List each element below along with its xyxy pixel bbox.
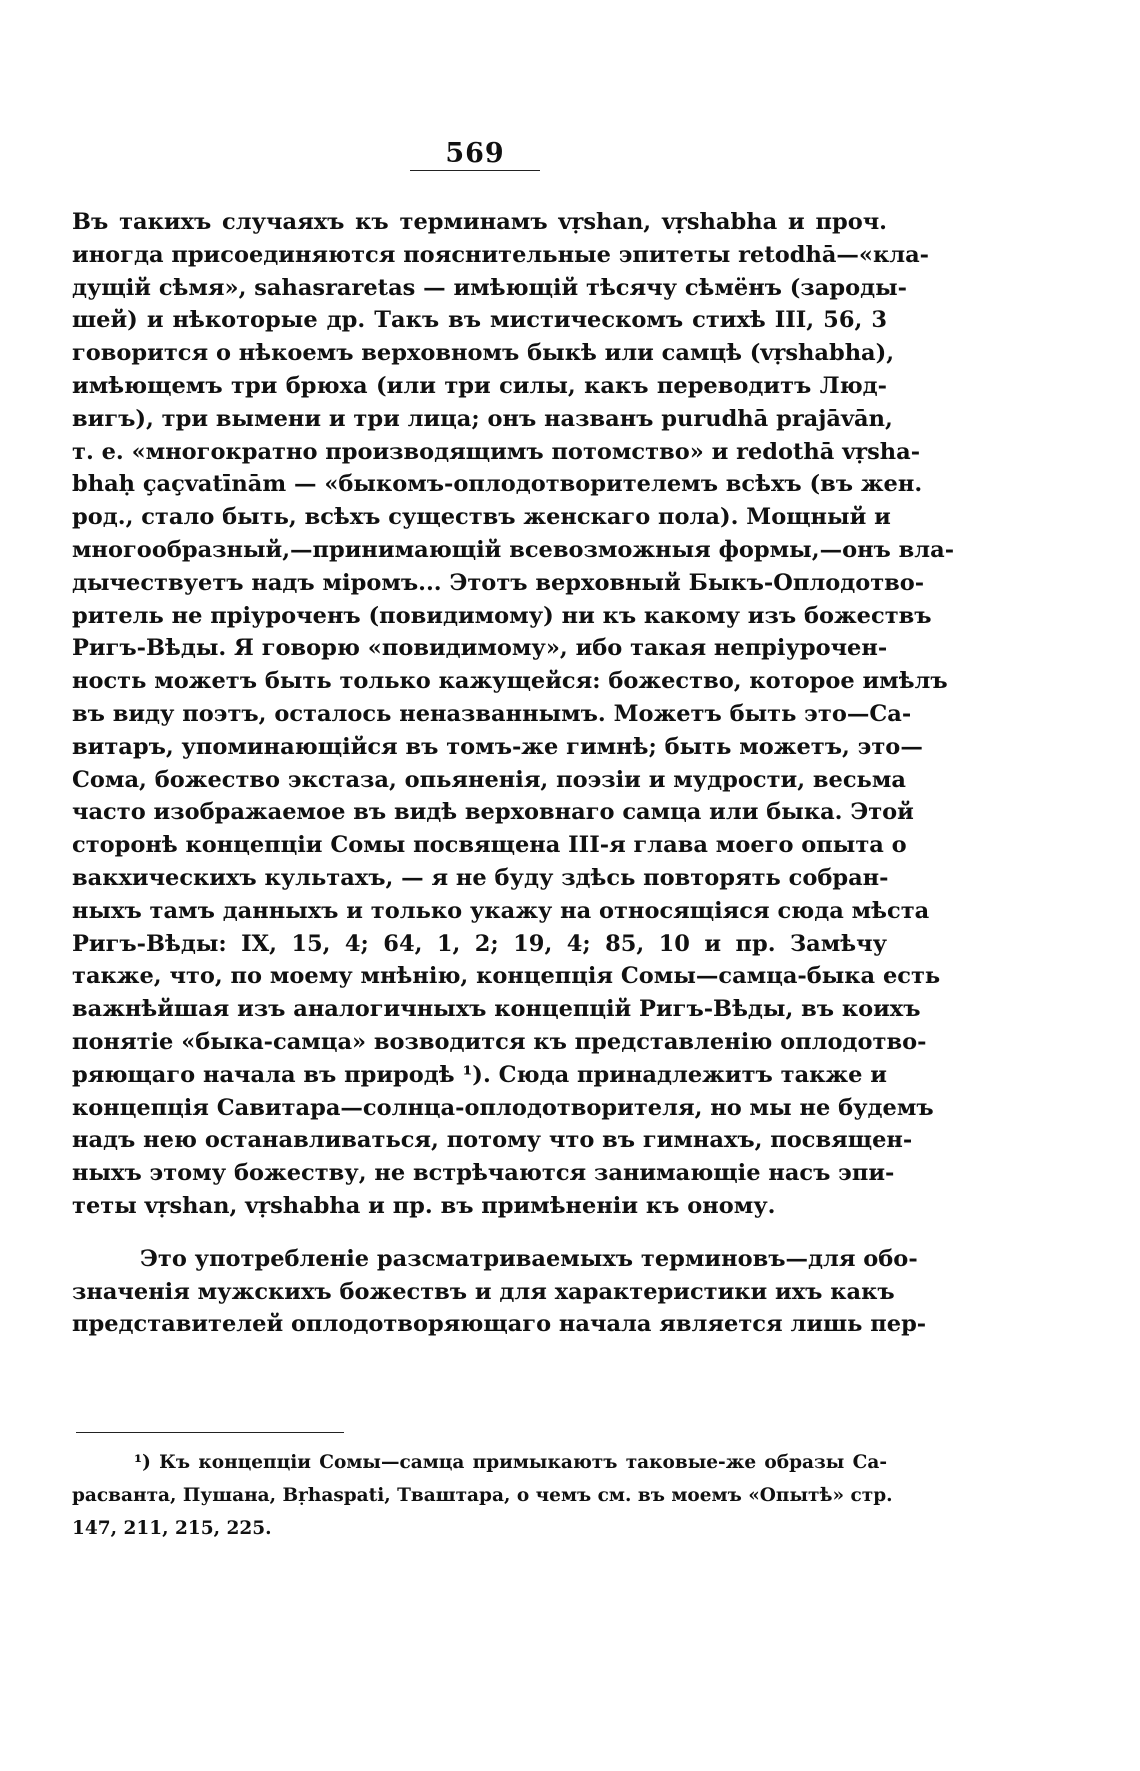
- text-line: Ригъ-Вѣды: IX, 15, 4; 64, 1, 2; 19, 4; 85, 10 и пр. Замѣчу: [72, 930, 887, 957]
- page-number: 569: [445, 138, 505, 169]
- text-line: шей) и нѣкоторые др. Такъ въ мистическомъ стихѣ III, 56, 3: [72, 307, 887, 334]
- text-line: теты vṛshan, vṛshabha и пр. въ примѣненіи къ оному.: [72, 1192, 776, 1219]
- text-line: дычествуетъ надъ міромъ... Этотъ верховный Быкъ-Оплодотво-: [72, 569, 925, 596]
- text-line: Сома, божество экстаза, опьяненія, поэзіи и мудрости, весьма: [72, 766, 906, 793]
- text-line: значенія мужскихъ божествъ и для характеристики ихъ какъ: [72, 1278, 895, 1305]
- text-line: bhaḥ çaçvatīnām — «быкомъ-оплодотворителемъ всѣхъ (въ жен.: [72, 471, 923, 498]
- text-line: надъ нею останавливаться, потому что въ гимнахъ, посвящен-: [72, 1127, 913, 1154]
- text-line: вакхическихъ культахъ, — я не буду здѣсь повторять собран-: [72, 864, 889, 891]
- text-line: важнѣйшая изъ аналогичныхъ концепцій Ригъ-Вѣды, въ коихъ: [72, 996, 921, 1023]
- text-line: ритель не пріуроченъ (повидимому) ни къ какому изъ божествъ: [72, 602, 932, 629]
- text-line: говорится о нѣкоемъ верховномъ быкѣ или самцѣ (vṛshabha),: [72, 340, 895, 367]
- text-line: многообразный,—принимающій всевозможныя формы,—онъ вла-: [72, 536, 955, 563]
- text-line: Въ такихъ случаяхъ къ терминамъ vṛshan, vṛshabha и проч.: [72, 209, 887, 235]
- text-line: сторонѣ концепціи Сомы посвящена III-я глава моего опыта о: [72, 832, 907, 859]
- footnote-line: расванта, Пушана, Bṛhaspati, Тваштара, о чемъ см. въ моемъ «Опытѣ» стр.: [72, 1485, 893, 1506]
- text-line: понятіе «быка-самца» возводится къ представленію оплодотво-: [72, 1028, 927, 1055]
- text-line: ныхъ тамъ данныхъ и только укажу на относящіяся сюда мѣста: [72, 897, 930, 924]
- body-text: [72, 206, 955, 1341]
- text-line: ныхъ этому божеству, не встрѣчаются занимающіе насъ эпи-: [72, 1160, 895, 1187]
- page-number-rule: [410, 170, 540, 171]
- footnote: [72, 1446, 893, 1545]
- footnote-rule: [76, 1432, 344, 1433]
- text-line: часто изображаемое въ видѣ верховнаго самца или быка. Этой: [72, 799, 914, 826]
- text-line: вигъ), три вымени и три лица; онъ названъ purudhā prajāvān,: [72, 405, 893, 432]
- footnote-line: 147, 211, 215, 225.: [72, 1518, 272, 1539]
- paragraph-2: [72, 1243, 927, 1341]
- text-line: иногда присоединяются пояснительные эпитеты retodhā—«кла-: [72, 241, 930, 268]
- text-line: ряющаго начала въ природѣ ¹). Сюда принадлежитъ также и: [72, 1061, 887, 1088]
- text-line: ность можетъ быть только кажущейся: божество, которое имѣлъ: [72, 668, 948, 695]
- text-line: представителей оплодотворяющаго начала является лишь пер-: [72, 1311, 927, 1338]
- text-line: въ виду поэтъ, осталось неназваннымъ. Можетъ быть это—Са-: [72, 700, 912, 727]
- text-line: витаръ, упоминающійся въ томъ-же гимнѣ; быть можетъ, это—: [72, 733, 923, 760]
- text-line: концепція Савитара—солнца-оплодотворителя, но мы не будемъ: [72, 1094, 934, 1121]
- footnote-line: ¹) Къ концепціи Сомы—самца примыкаютъ таковые-же образы Са-: [134, 1452, 887, 1473]
- text-line: также, что, по моему мнѣнію, концепція Сомы—самца-быка есть: [72, 963, 941, 990]
- paragraph-1: [72, 206, 955, 1223]
- text-line: Ригъ-Вѣды. Я говорю «повидимому», ибо такая непріурочен-: [72, 635, 888, 662]
- text-line: имѣющемъ три брюха (или три силы, какъ переводитъ Люд-: [72, 372, 887, 399]
- text-line: дущій сѣмя», sahasraretas — имѣющій тѣсячу сѣмёнъ (зароды-: [72, 274, 907, 301]
- text-line: Это употребленіе разсматриваемыхъ терминовъ—для обо-: [140, 1245, 918, 1272]
- text-line: род., стало быть, всѣхъ существъ женскаго пола). Мощный и: [72, 504, 891, 531]
- text-line: т. е. «многократно производящимъ потомство» и redothā vṛsha-: [72, 438, 921, 465]
